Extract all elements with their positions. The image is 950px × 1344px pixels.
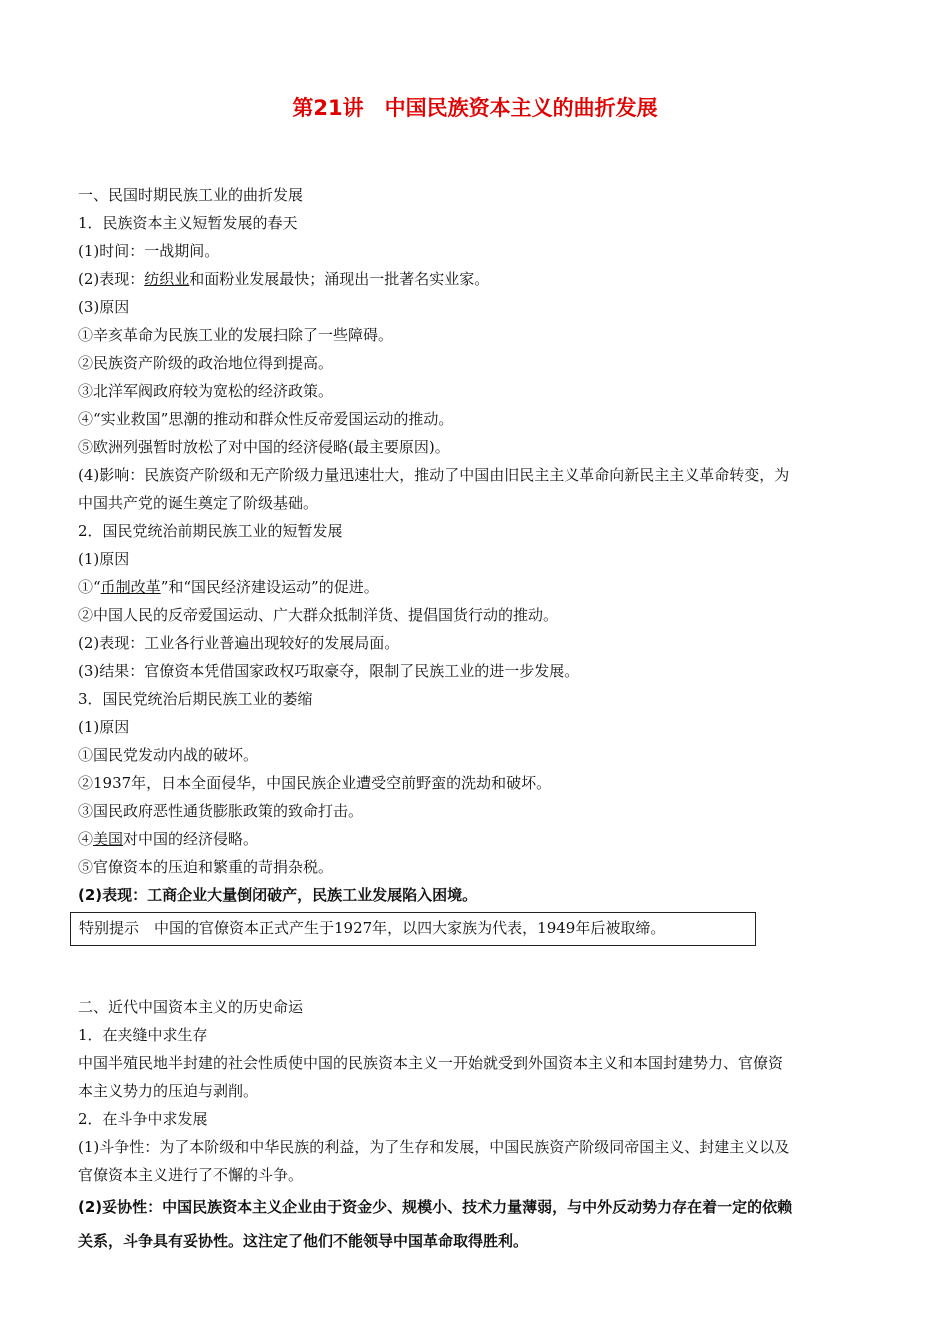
page-title: 第21讲 中国民族资本主义的曲折发展: [292, 96, 658, 120]
sub2-result: (3)结果：官僚资本凭借国家政权巧取豪夺，限制了民族工业的进一步发展。: [78, 662, 580, 680]
sub1-reason-4: ④“实业救国”思潮的推动和群众性反帝爱国运动的推动。: [78, 410, 454, 428]
sub2-heading: 2．国民党统治前期民族工业的短暂发展: [78, 522, 343, 540]
sub1-reason-heading: (3)原因: [78, 298, 130, 316]
sub1-performance: [78, 268, 878, 290]
s2-sub1-heading: 1．在夹缝中求生存: [78, 1026, 208, 1044]
reason1-prefix: ①“: [78, 578, 101, 596]
sub1-reason-2: ②民族资产阶级的政治地位得到提高。: [78, 354, 334, 372]
sub3-performance: (2)表现：工商企业大量倒闭破产，民族工业发展陷入困境。: [78, 886, 478, 904]
tip-text: 特别提示 中国的官僚资本正式产生于1927年，以四大家族为代表，1949年后被取缔。: [79, 919, 666, 937]
reason4-prefix: ④: [78, 830, 94, 848]
sub1-reason-1: ①辛亥革命为民族工业的发展扫除了一些障碍。: [78, 326, 394, 344]
sub2-reason-2: ②中国人民的反帝爱国运动、广大群众抵制洋货、提倡国货行动的推动。: [78, 606, 559, 624]
sub1-impact-line1: (4)影响：民族资产阶级和无产阶级力量迅速壮大，推动了中国由旧民主主义革命向新民主主义革命转变，为: [78, 466, 790, 484]
sub2-reason-heading: (1)原因: [78, 550, 130, 568]
reason1-underlined-term: 币制改革: [100, 578, 161, 596]
tip-box: [70, 912, 756, 946]
sub2-performance: (2)表现：工业各行业普遍出现较好的发展局面。: [78, 634, 400, 652]
sub1-reason-5: ⑤欧洲列强暂时放松了对中国的经济侵略(最主要原因)。: [78, 438, 450, 456]
s2-compromise-line1: (2)妥协性：中国民族资本主义企业由于资金少、规模小、技术力量薄弱，与中外反动势力存在着一定的依赖: [78, 1198, 793, 1216]
sub3-reason-2: ②1937年，日本全面侵华，中国民族企业遭受空前野蛮的洗劫和破坏。: [78, 774, 552, 792]
sub3-reason-5: ⑤官僚资本的压迫和繁重的苛捐杂税。: [78, 858, 334, 876]
sub3-reason-heading: (1)原因: [78, 718, 130, 736]
perf-underlined-term: 纺织业: [144, 270, 190, 288]
section2-heading: 二、近代中国资本主义的历史命运: [78, 998, 304, 1016]
s2-struggle-line1: (1)斗争性：为了本阶级和中华民族的利益，为了生存和发展，中国民族资产阶级同帝国主义、封建主义以及: [78, 1138, 790, 1156]
sub1-reason-3: ③北洋军阀政府较为宽松的经济政策。: [78, 382, 334, 400]
sub3-reason-4: [78, 828, 878, 850]
s2-sub1-body-line2: 本主义势力的压迫与剥削。: [78, 1082, 259, 1100]
reason4-underlined-term: 美国: [93, 830, 124, 848]
s2-struggle-line2: 官僚资本主义进行了不懈的斗争。: [78, 1166, 304, 1184]
reason4-suffix: 对中国的经济侵略。: [123, 830, 259, 848]
sub3-reason-3: ③国民政府恶性通货膨胀政策的致命打击。: [78, 802, 364, 820]
sub1-heading: 1．民族资本主义短暂发展的春天: [78, 214, 298, 232]
perf-suffix: 和面粉业发展最快；涌现出一批著名实业家。: [189, 270, 490, 288]
sub2-reason-1: [78, 576, 878, 598]
sub3-heading: 3．国民党统治后期民族工业的萎缩: [78, 690, 313, 708]
perf-prefix: (2)表现：: [78, 270, 145, 288]
sub1-time: (1)时间：一战期间。: [78, 242, 220, 260]
reason1-suffix: ”和“国民经济建设运动”的促进。: [160, 578, 379, 596]
sub3-reason-1: ①国民党发动内战的破坏。: [78, 746, 259, 764]
section1-heading: 一、民国时期民族工业的曲折发展: [78, 186, 304, 204]
s2-sub1-body-line1: 中国半殖民地半封建的社会性质使中国的民族资本主义一开始就受到外国资本主义和本国封建势力、官僚资: [78, 1054, 784, 1072]
s2-compromise-line2: 关系，斗争具有妥协性。这注定了他们不能领导中国革命取得胜利。: [78, 1232, 529, 1250]
s2-sub2-heading: 2．在斗争中求发展: [78, 1110, 208, 1128]
sub1-impact-line2: 中国共产党的诞生奠定了阶级基础。: [78, 494, 319, 512]
